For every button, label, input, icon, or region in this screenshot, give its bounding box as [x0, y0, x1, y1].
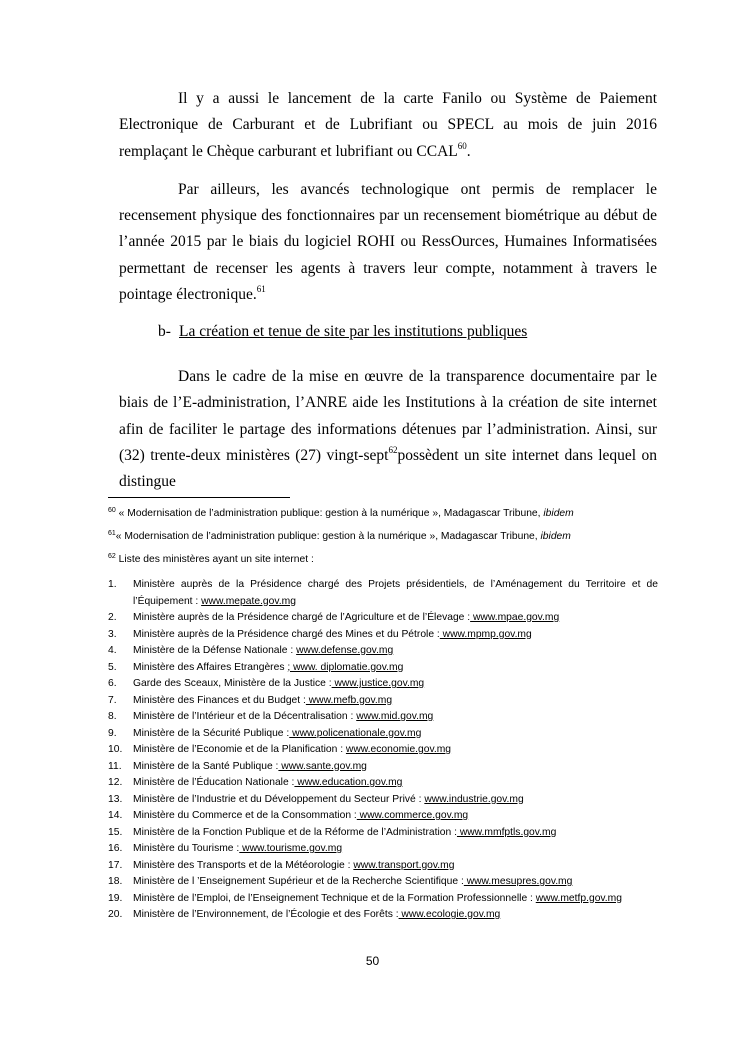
ministry-number: 20.: [108, 909, 123, 920]
ministry-name: Ministère auprès de la Présidence chargé de l’Agriculture et de l’Élevage :: [133, 612, 471, 623]
ministry-url-link[interactable]: www.ecologie.gov.mg: [398, 909, 501, 920]
ministry-url-link[interactable]: www.commerce.gov.mg: [356, 810, 469, 821]
ministry-list-item: [108, 858, 658, 875]
ministry-url-link[interactable]: www.industrie.gov.mg: [424, 793, 524, 805]
paragraph-rohi-text: Par ailleurs, les avancés technologique ont permis de remplacer le recensement physique des fonctionnaires par un recensement biométrique au début de l’année 2015 par le biais du logiciel ROHI ou RessOurces, Humaines Informatisées permettant de recenser les agents à travers leur compte, notamment à travers le pointage électronique.: [119, 180, 657, 304]
footnote-62-number: 62: [108, 553, 116, 560]
ministry-list-item: [108, 742, 658, 759]
ministry-name: Garde des Sceaux, Ministère de la Justice :: [133, 678, 332, 689]
ministry-number: 12.: [108, 777, 123, 788]
section-heading-label: b-: [158, 323, 171, 340]
ministry-name: Ministère de l ’Enseignement Supérieur et de la Recherche Scientifique :: [133, 876, 464, 887]
footnote-ref-60[interactable]: 60: [457, 140, 467, 151]
ministry-url-link[interactable]: www.mesupres.gov.mg: [463, 876, 573, 887]
ministry-list-item: [108, 660, 658, 677]
ministry-number: 8.: [108, 711, 117, 722]
footnote-61: [108, 531, 658, 542]
ministry-list-item: [108, 726, 658, 743]
ministry-name: Ministère de la Fonction Publique et de la Réforme de l’Administration :: [133, 826, 457, 838]
ministry-list-item: [108, 627, 658, 644]
ministry-url-link[interactable]: www.policenationale.gov.mg: [289, 727, 422, 739]
ministry-list-item: [108, 610, 658, 627]
ministry-number: 4.: [108, 645, 117, 656]
ministry-number: 7.: [108, 694, 117, 706]
ministry-list-item: [108, 709, 658, 726]
paragraph-fanilo: [119, 86, 657, 165]
ministry-url-link[interactable]: www.economie.gov.mg: [345, 744, 452, 755]
ministry-list-item: [108, 775, 658, 792]
page-number: 50: [365, 954, 380, 968]
ministry-list-item: [108, 825, 658, 842]
paragraph-fanilo-tail: .: [466, 142, 471, 160]
ministry-list-item: [108, 676, 658, 693]
paragraph-rohi: [119, 177, 657, 308]
ministry-name: Ministère des Affaires Etrangères: [133, 661, 288, 673]
ministry-url-link[interactable]: www.mpmp.gov.mg: [439, 628, 532, 640]
footnote-separator: [108, 497, 290, 498]
footnote-61-ibidem: ibidem: [540, 531, 571, 542]
ministry-number: 15.: [108, 826, 123, 838]
ministry-number: 16.: [108, 843, 123, 854]
ministry-url-link[interactable]: www.metfp.gov.mg: [535, 892, 622, 904]
ministry-list-item: [108, 577, 658, 610]
body-paragraphs: [119, 86, 657, 308]
ministry-name: Ministère de l’Industrie et du Développement du Secteur Privé :: [133, 793, 425, 805]
ministry-url-link[interactable]: www.justice.gov.mg: [331, 678, 425, 689]
ministry-number: 11.: [108, 760, 122, 772]
ministry-number: 18.: [108, 876, 123, 887]
ministry-number: 14.: [108, 810, 123, 821]
footnote-60: [108, 508, 658, 519]
ministry-url-link[interactable]: www.education.gov.mg: [294, 777, 403, 788]
ministry-number: 5.: [108, 661, 117, 673]
ministry-name: Ministère de l’Environnement, de l’Écologie et des Forêts :: [133, 909, 399, 920]
ministry-name: Ministère de la Santé Publique :: [133, 760, 279, 772]
ministry-url-link[interactable]: ; www. diplomatie.gov.mg: [287, 661, 404, 673]
ministry-number: 10.: [108, 744, 123, 755]
footnote-ref-61[interactable]: 61: [256, 284, 266, 295]
ministry-url-link[interactable]: www.mpae.gov.mg: [470, 612, 560, 623]
ministry-list-item: [108, 792, 658, 809]
ministry-url-link[interactable]: www.mid.gov.mg: [356, 711, 434, 722]
ministry-url-link[interactable]: www.mefb.gov.mg: [305, 694, 393, 706]
ministry-list-item: [108, 808, 658, 825]
paragraph-fanilo-text: Il y a aussi le lancement de la carte Fanilo ou Système de Paiement Electronique de Carburant et de Lubrifiant ou SPECL au mois de juin 2016 remplaçant le Chèque carburant et lubrifiant ou CCAL: [119, 90, 657, 160]
section-heading-text: La création et tenue de site par les institutions publiques: [179, 323, 528, 340]
ministry-list-item: [108, 693, 658, 710]
ministry-list-item: [108, 841, 658, 858]
paragraph-anre: [119, 364, 657, 495]
ministry-url-link[interactable]: www.mepate.gov.mg: [201, 595, 296, 607]
ministry-name: Ministère de la Défense Nationale :: [133, 645, 297, 656]
ministry-list-item: [108, 643, 658, 660]
ministry-url-link[interactable]: www.transport.gov.mg: [353, 859, 455, 871]
footnote-ref-62[interactable]: 62: [388, 444, 398, 455]
ministry-name: Ministère du Tourisme :: [133, 843, 240, 854]
footnote-60-number: 60: [108, 507, 116, 514]
footnote-62-text: Liste des ministères ayant un site internet :: [118, 554, 314, 565]
ministry-number: 19.: [108, 892, 123, 904]
ministry-list-item: [108, 891, 658, 908]
footnote-60-ibidem: ibidem: [543, 508, 574, 519]
ministry-name: Ministère auprès de la Présidence chargé des Projets présidentiels, de l’Aménagement du Territoire et de l’Équipement :: [133, 579, 658, 607]
ministry-name: Ministère de l’Éducation Nationale :: [133, 777, 295, 788]
ministry-number: 9.: [108, 727, 117, 739]
footnote-60-text: « Modernisation de l’administration publique: gestion à la numérique », Madagascar Tribune,: [118, 508, 544, 519]
ministry-list-item: [108, 907, 658, 924]
ministry-number: 2.: [108, 612, 117, 623]
ministry-name: Ministère auprès de la Présidence chargé des Mines et du Pétrole :: [133, 628, 440, 640]
ministry-name: Ministère de l’Economie et de la Planification :: [133, 744, 346, 755]
ministry-url-link[interactable]: www.mmfptls.gov.mg: [456, 826, 557, 838]
ministry-name: Ministère des Finances et du Budget :: [133, 694, 306, 706]
ministry-list: [108, 577, 658, 924]
footnote-61-text: « Modernisation de l’administration publique: gestion à la numérique », Madagascar Tribune,: [115, 531, 541, 542]
paragraph-anre-text: Dans le cadre de la mise en œuvre de la transparence documentaire par le biais de l’E-administration, l’ANRE aide les Institutions à la création de site internet afin de faciliter le partage des informations détenues par l’administration. Ainsi, sur (32) trente-deux ministères (27) vingt-sept: [119, 368, 657, 464]
ministry-name: Ministère du Commerce et de la Consommation :: [133, 810, 357, 821]
ministry-url-link[interactable]: www.sante.gov.mg: [278, 760, 367, 772]
ministry-number: 17.: [108, 859, 123, 871]
section-heading: [158, 323, 527, 341]
footnote-61-number: 61: [108, 530, 116, 537]
ministry-name: Ministère de l’Emploi, de l’Enseignement Technique et de la Formation Professionnelle :: [133, 892, 536, 904]
ministry-name: Ministère de la Sécurité Publique :: [133, 727, 290, 739]
ministry-name: Ministère de l’Intérieur et de la Décentralisation :: [133, 711, 357, 722]
ministry-number: 3.: [108, 628, 117, 640]
body-paragraph-2: [119, 364, 657, 495]
ministry-url-link[interactable]: www.tourisme.gov.mg: [239, 843, 343, 854]
ministry-number: 6.: [108, 678, 117, 689]
ministry-number: 13.: [108, 793, 123, 805]
ministry-url-link[interactable]: www.defense.gov.mg: [296, 645, 394, 656]
ministry-list-item: [108, 759, 658, 776]
ministry-name: Ministère des Transports et de la Météorologie :: [133, 859, 354, 871]
ministry-list-item: [108, 874, 658, 891]
footnote-62: [108, 554, 658, 565]
ministry-number: 1.: [108, 579, 117, 590]
paragraph-anre-text-after: possèdent un site internet dans lequel on distingue: [119, 446, 657, 491]
